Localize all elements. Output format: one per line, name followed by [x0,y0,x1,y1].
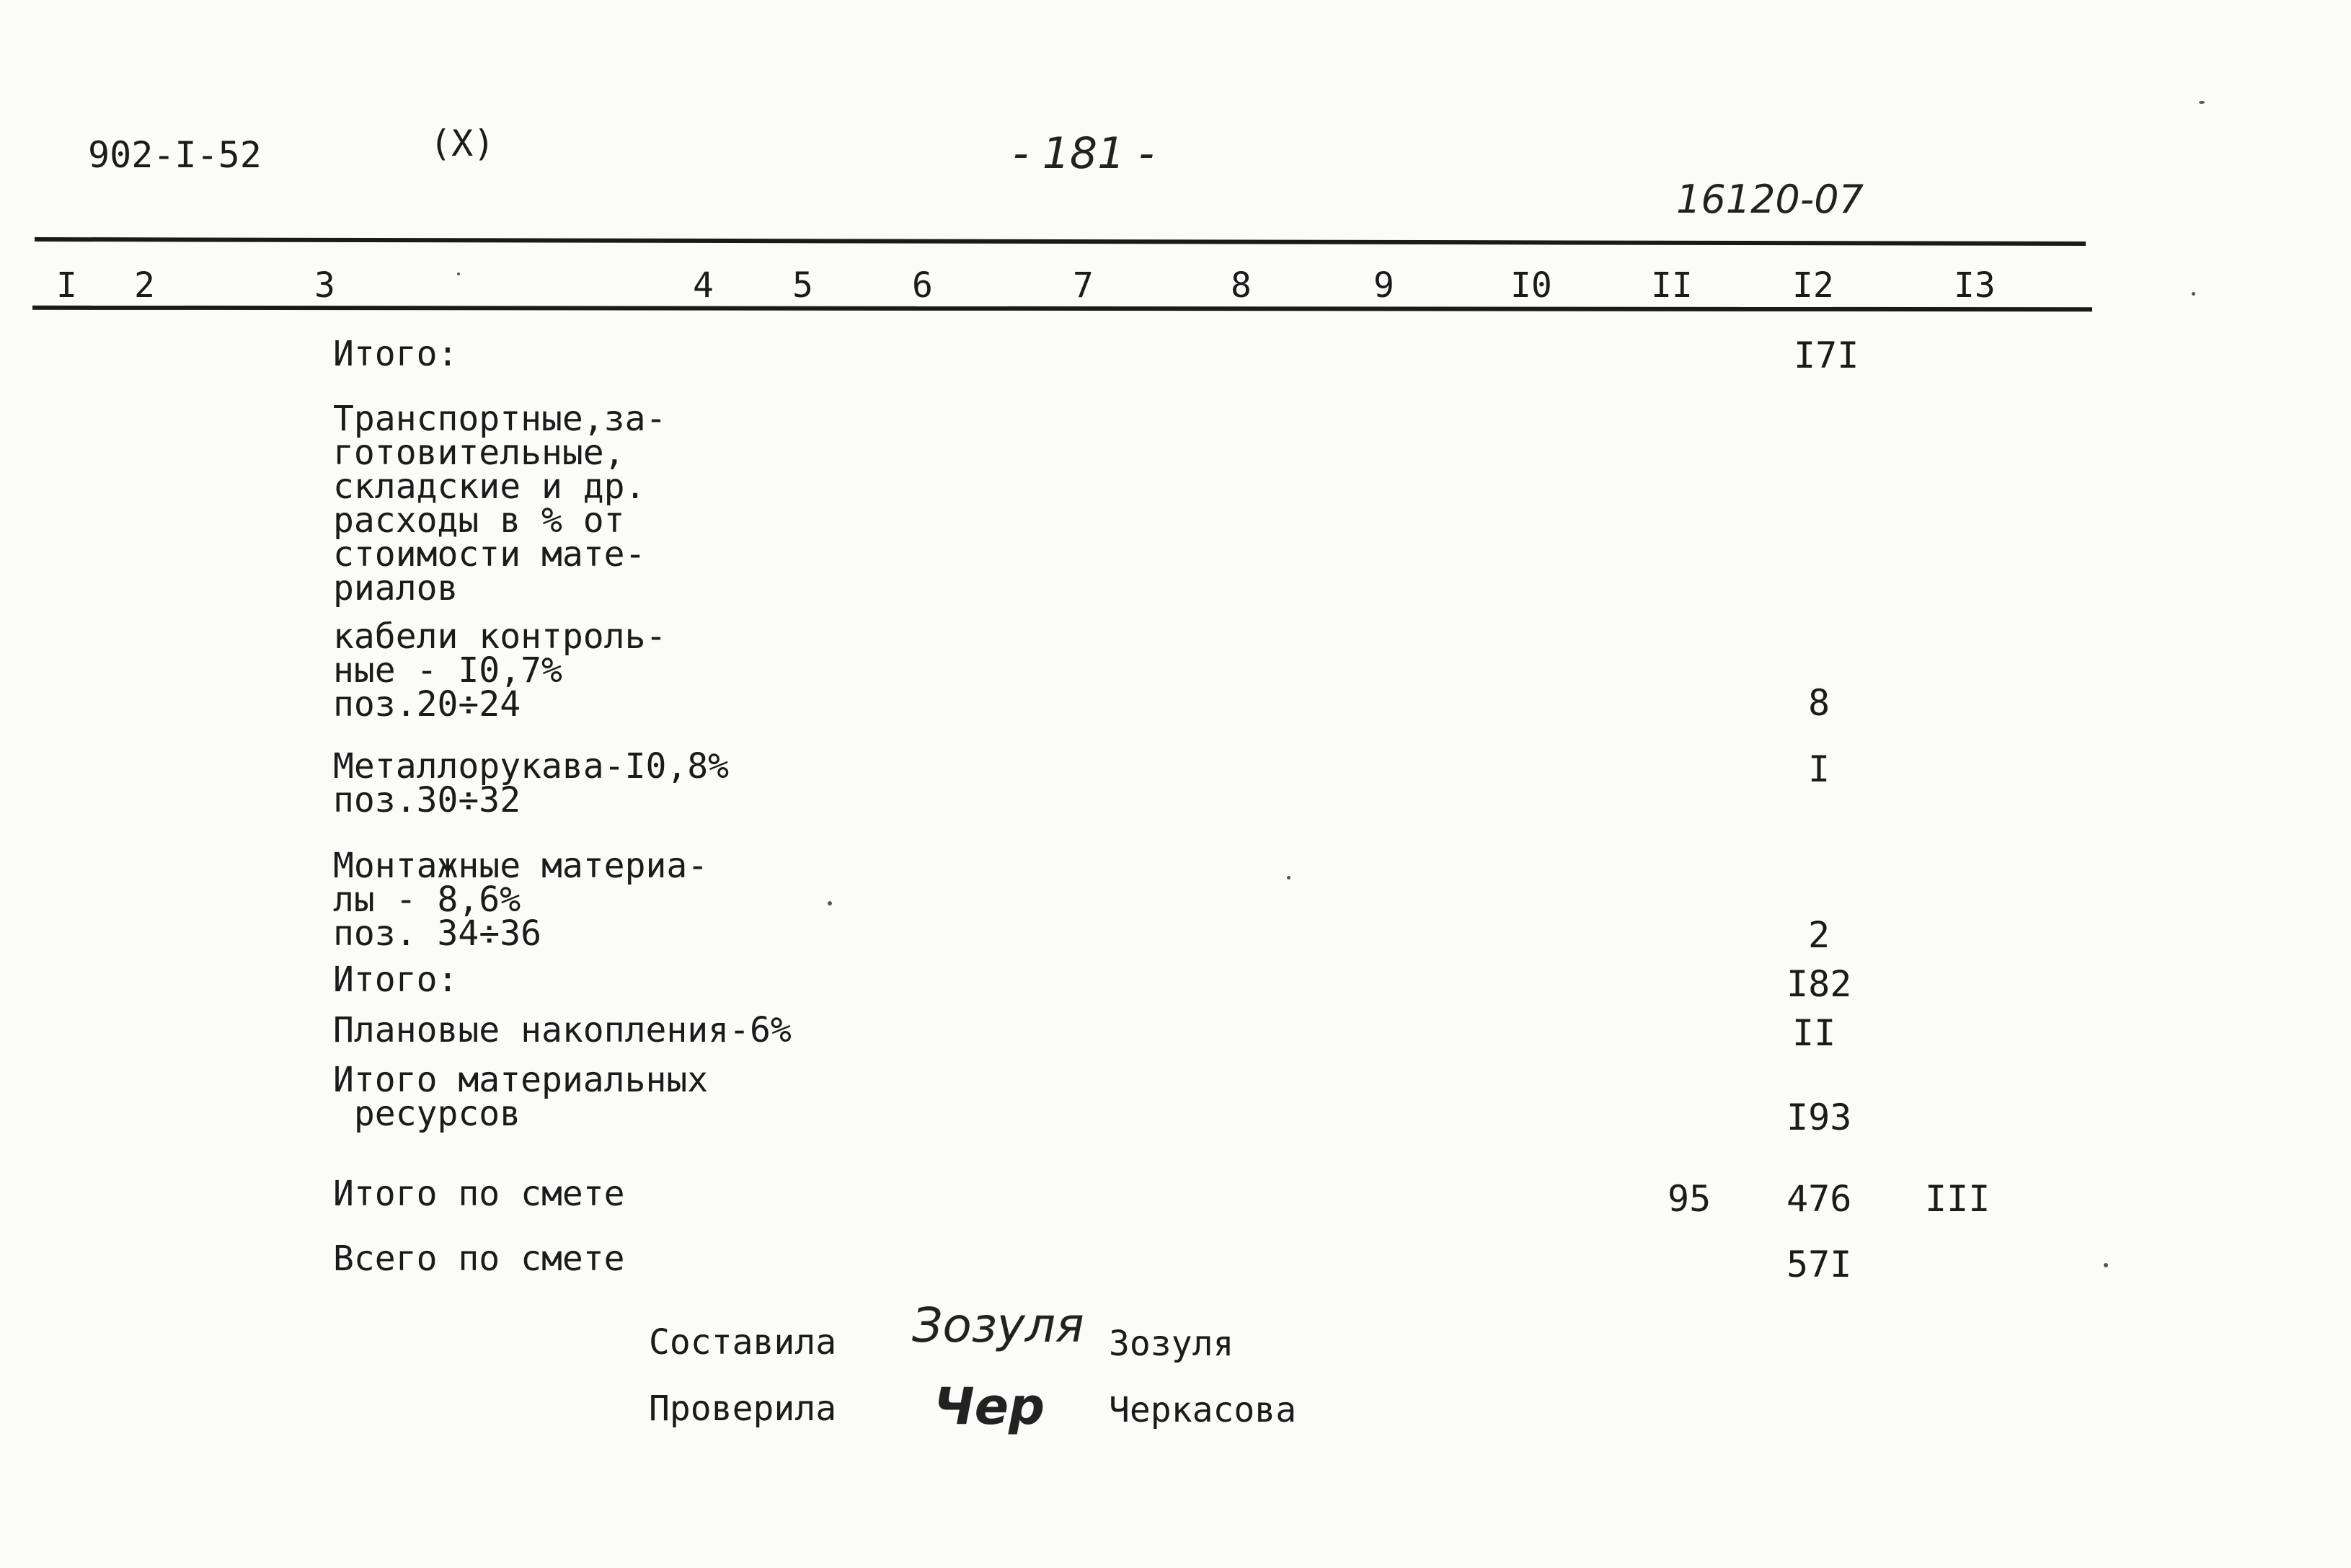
column-header-5: 5 [792,265,813,306]
row-itogo-smeta-col11: 95 [1668,1178,1712,1220]
page-number: - 181 - [1013,128,1154,179]
row-planned-col12: II [1792,1012,1836,1054]
row-itogo-smeta-col12: 476 [1787,1178,1852,1220]
column-header-11: II [1651,265,1693,306]
column-header-1: I [56,265,77,306]
table-top-rule [35,237,2086,246]
row-itogo-material-label: Итого материальных ресурсов [333,1060,709,1134]
table-header-rule [32,306,2092,311]
checked-label: Проверила [649,1388,837,1429]
checked-name: Черкасова [1109,1390,1297,1430]
row-transport-label: Транспортные,за- готовительные, складские и др. расходы в % от стоимости мате- риалов [333,399,667,608]
scan-speck [1287,876,1290,880]
checked-signature: Чер [934,1377,1045,1436]
compiled-signature: Зозуля [912,1298,1084,1353]
row-metal-col12: I [1808,748,1830,790]
compiled-label: Составила [649,1322,837,1363]
row-montage-col12: 2 [1808,914,1830,956]
row-montage-label: Монтажные материа- лы - 8,6% поз. 34÷36 [333,846,709,954]
column-header-10: I0 [1510,265,1552,306]
scan-speck [828,901,832,905]
row-cables-label: кабели контроль- ные - I0,7% поз.20÷24 [333,616,667,725]
column-header-8: 8 [1231,265,1252,306]
row-itogo-2-label: Итого: [333,960,459,1000]
row-cables-col12: 8 [1808,682,1830,724]
row-itogo-smeta-label: Итого по смете [333,1174,625,1214]
column-header-9: 9 [1373,265,1394,306]
column-header-6: 6 [912,265,933,306]
document-marker: (X) [430,123,495,164]
row-vsego-smeta-col12: 57I [1787,1244,1852,1285]
row-metal-label: Металлорукава-I0,8% поз.30÷32 [333,746,730,820]
row-itogo-col12: I7I [1794,335,1859,376]
sheet-code: 16120-07 [1676,177,1864,222]
column-header-4: 4 [693,265,714,306]
row-itogo-material-col12: I93 [1787,1097,1852,1138]
column-header-2: 2 [134,265,155,306]
row-itogo-smeta-col13: III [1925,1178,1991,1220]
column-header-3: 3 [314,265,335,306]
column-header-12: I2 [1792,265,1834,306]
row-itogo-2-col12: I82 [1787,963,1852,1005]
scan-speck [457,273,460,275]
row-planned-label: Плановые накопления-6% [333,1010,792,1050]
document-code: 902-I-52 [88,134,262,176]
row-vsego-smeta-label: Всего по смете [333,1239,625,1279]
column-header-13: I3 [1954,265,1996,306]
scan-speck [2104,1263,2108,1267]
scan-speck [2199,101,2205,104]
column-header-7: 7 [1073,265,1094,306]
row-itogo-label: Итого: [333,334,459,374]
scan-speck [2192,292,2195,296]
compiled-name: Зозуля [1109,1324,1234,1364]
